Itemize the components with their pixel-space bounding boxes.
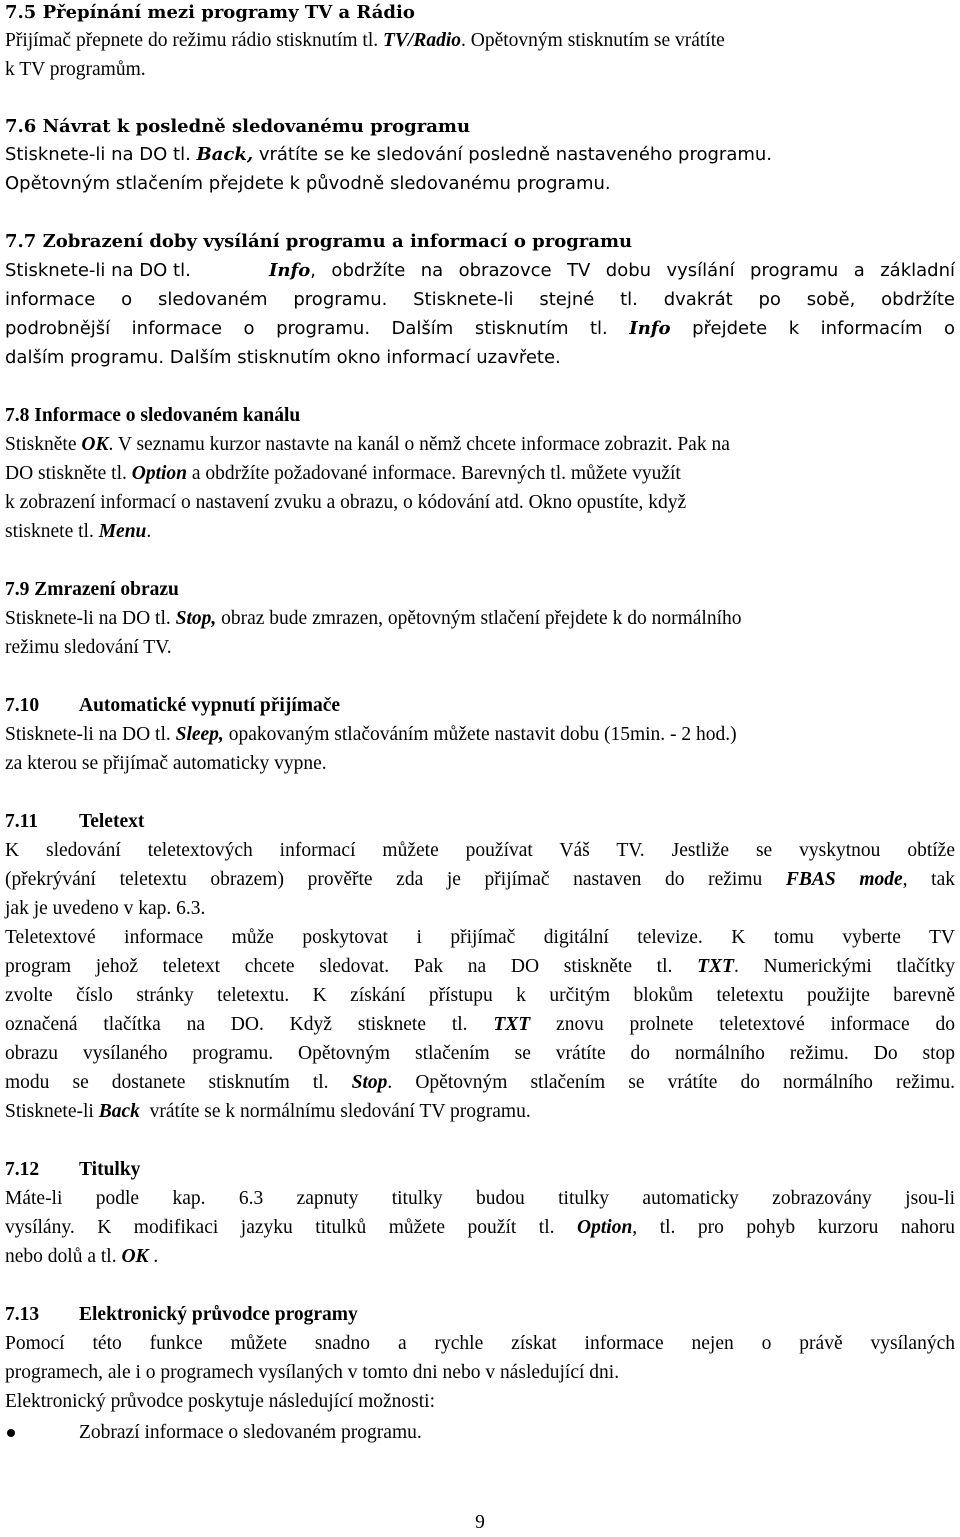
section-7-6-title: 7.6 Návrat k posledně sledovanému programu	[5, 116, 471, 137]
s78-line4: stisknete tl. Menu.	[5, 521, 152, 542]
s711-line5: program jehož teletext chcete sledovat. Pak na DO stiskněte tl. TXT. Numerickými tlačítky	[5, 956, 955, 977]
s75-line2: k TV programům.	[5, 59, 146, 80]
s77-line1: Stisknete-li na DO tl.	[5, 260, 191, 281]
section-7-8-title: 7.8 Informace o sledovaném kanálu	[5, 405, 301, 426]
s79-line2: režimu sledování TV.	[5, 637, 172, 658]
s712-line1: Máte-li podle kap. 6.3 zapnuty titulky budou titulky automaticky zobrazovány jsou-li	[5, 1188, 955, 1209]
s710-line1: Stisknete-li na DO tl. Sleep, opakovaným stlačováním můžete nastavit dobu (15min. - 2 hod.)	[5, 724, 737, 745]
page-number: 9	[475, 1512, 485, 1533]
s77-line4: podrobnější informace o programu. Dalším stisknutím tl. Info přejdete k informacím o	[5, 318, 955, 339]
s78-line3: k zobrazení informací o nastavení zvuku a obrazu, o kódování atd. Okno opustíte, když	[5, 492, 687, 513]
s711-line10: Stisknete-li Back vrátíte se k normálnímu sledování TV programu.	[5, 1101, 531, 1122]
s712-line2: vysílány. K modifikaci jazyku titulků můžete použít tl. Option, tl. pro pohyb kurzoru nahoru	[5, 1217, 955, 1238]
s75-line1: Přijímač přepnete do režimu rádio stisknutím tl. TV/Radio. Opětovným stisknutím se vrátíte	[5, 30, 725, 51]
section-7-11-title: 7.11 Teletext	[5, 811, 145, 832]
bullet-icon	[7, 1429, 15, 1437]
section-7-9-title: 7.9 Zmrazení obrazu	[5, 579, 179, 600]
s77-line5: dalším programu. Dalším stisknutím okno informací uzavřete.	[5, 347, 561, 368]
s76-line2: Opětovným stlačením přejdete k původně sledovanému programu.	[5, 173, 611, 194]
s77-line2: Info, obdržíte na obrazovce TV dobu vysílání programu a základní	[269, 260, 955, 281]
section-7-7-title: 7.7 Zobrazení doby vysílání programu a informací o programu	[5, 231, 633, 252]
s711-line8: obrazu vysílaného programu. Opětovným stlačením se vrátíte do normálního režimu. Do stop	[5, 1043, 955, 1064]
s78-line1: Stiskněte OK. V seznamu kurzor nastavte na kanál o němž chcete informace zobrazit. Pak na	[5, 434, 730, 455]
s713-line2: programech, ale i o programech vysílaných v tomto dni nebo v následující dni.	[5, 1362, 620, 1383]
s711-line6: zvolte číslo stránky teletextu. K získání přístupu k určitým blokům teletextu použijte barevně	[5, 985, 955, 1006]
section-7-10-title: 7.10 Automatické vypnutí přijímače	[5, 695, 341, 716]
s711-line7: označená tlačítka na DO. Když stisknete tl. TXT znovu prolnete teletextové informace do	[5, 1014, 956, 1035]
s77-line3: informace o sledovaném programu. Stisknete-li stejné tl. dvakrát po sobě, obdržíte	[5, 289, 955, 310]
s78-line2: DO stiskněte tl. Option a obdržíte požadované informace. Barevných tl. můžete využít	[5, 463, 681, 484]
s710-line2: za kterou se přijímač automaticky vypne.	[5, 753, 327, 774]
s712-line3: nebo dolů a tl. OK .	[5, 1246, 159, 1267]
s76-line1: Stisknete-li na DO tl. Back, vrátíte se ke sledování posledně nastaveného programu.	[5, 144, 773, 165]
s713-line1: Pomocí této funkce můžete snadno a rychle získat informace nejen o právě vysílaných	[5, 1333, 955, 1354]
s711-line2: (překrývání teletextu obrazem) prověřte zda je přijímač nastaven do režimu FBAS mode, tak	[5, 869, 955, 890]
s711-line9: modu se dostanete stisknutím tl. Stop. Opětovným stlačením se vrátíte do normálního režimu.	[5, 1072, 956, 1093]
s711-line3: jak je uvedeno v kap. 6.3.	[5, 898, 206, 919]
section-7-13-title: 7.13 Elektronický průvodce programy	[5, 1304, 358, 1325]
s79-line1: Stisknete-li na DO tl. Stop, obraz bude zmrazen, opětovným stlačení přejdete k do normálního	[5, 608, 742, 629]
section-7-12-title: 7.12 Titulky	[5, 1159, 141, 1180]
s713-line3: Elektronický průvodce poskytuje následující možnosti:	[5, 1391, 435, 1412]
s711-line4: Teletextové informace může poskytovat i přijímač digitální televize. K tomu vyberte TV	[5, 927, 955, 948]
s711-line1: K sledování teletextových informací můžete používat Váš TV. Jestliže se vyskytnou obtíže	[5, 840, 955, 861]
section-7-5-title: 7.5 Přepínání mezi programy TV a Rádio	[5, 2, 415, 23]
